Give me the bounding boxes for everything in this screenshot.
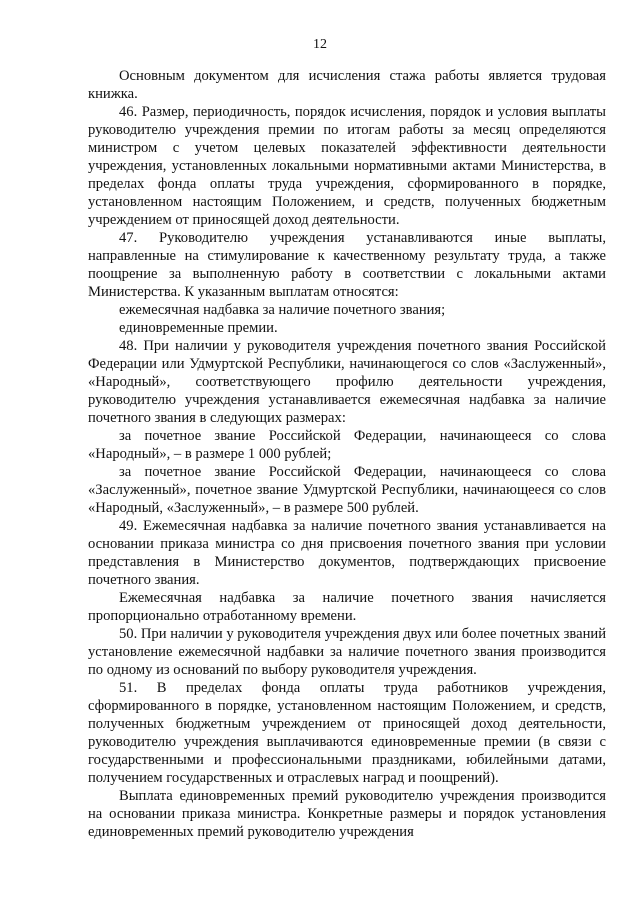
paragraph-work-record-book: Основным документом для исчисления стажа работы является трудовая книжка. bbox=[88, 68, 606, 102]
paragraph-47: 47. Руководителю учреждения устанавливаются иные выплаты, направленные на стимулирование к качественному результату труда, а также поощрение за выполненную работу в соответствии с локальными актами Министерства. К указанным выплатам относятся: bbox=[88, 230, 606, 300]
paragraph-50: 50. При наличии у руководителя учреждения двух или более почетных званий установление ежемесячной надбавки за наличие почетного звания производится по одному из оснований по выбору руководителя учреждения. bbox=[88, 626, 606, 678]
paragraph-49: 49. Ежемесячная надбавка за наличие почетного звания устанавливается на основании приказа министра со дня присвоения почетного звания при условии представления в Министерство документов, подтверждающих присвоение почетного звания. bbox=[88, 518, 606, 588]
paragraph-51-payment: Выплата единовременных премий руководителю учреждения производится на основании приказа министра. Конкретные размеры и порядок установления единовременных премий руководителю учреждения bbox=[88, 788, 606, 840]
page-number: 12 bbox=[313, 37, 327, 52]
document-body bbox=[88, 67, 606, 841]
paragraph-46: 46. Размер, периодичность, порядок исчисления, порядок и условия выплаты руководителю учреждения премии по итогам работы за месяц определяются министром с учетом целевых показателей эффективности деятельности учреждения, установленных локальными нормативными актами Министерства, в пределах фонда оплаты труда учреждения, сформированного в порядке, установленном настоящим Положением, и средств, полученных бюджетным учреждением от приносящей доход деятельности. bbox=[88, 104, 606, 228]
paragraph-48-people-title: за почетное звание Российской Федерации, начинающееся со слова «Народный», – в размере 1 000 рублей; bbox=[88, 428, 606, 462]
paragraph-48: 48. При наличии у руководителя учреждения почетного звания Российской Федерации или Удмуртской Республики, начинающегося со слов «Заслуженный», «Народный», соответствующего профилю деятельности учреждения, руководителю учреждения устанавливается ежемесячная надбавка за наличие почетного звания в следующих размерах: bbox=[88, 338, 606, 426]
paragraph-48-honored-title: за почетное звание Российской Федерации, начинающееся со слова «Заслуженный», почетное звание Удмуртской Республики, начинающееся со слов «Народный, «Заслуженный», – в размере 500 рублей. bbox=[88, 464, 606, 516]
paragraph-49-proportional: Ежемесячная надбавка за наличие почетного звания начисляется пропорционально отработанному времени. bbox=[88, 590, 606, 624]
list-item-one-time-bonus: единовременные премии. bbox=[119, 320, 278, 336]
paragraph-51: 51. В пределах фонда оплаты труда работников учреждения, сформированного в порядке, установленном настоящим Положением, и средств, полученных бюджетным учреждением от приносящей доход деятельности, руководителю учреждения выплачиваются единовременные премии (в связи с государственными и профессиональными праздниками, юбилейными датами, получением государственных и отраслевых наград и поощрений). bbox=[88, 680, 606, 786]
list-item-title-bonus: ежемесячная надбавка за наличие почетного звания; bbox=[119, 302, 446, 318]
